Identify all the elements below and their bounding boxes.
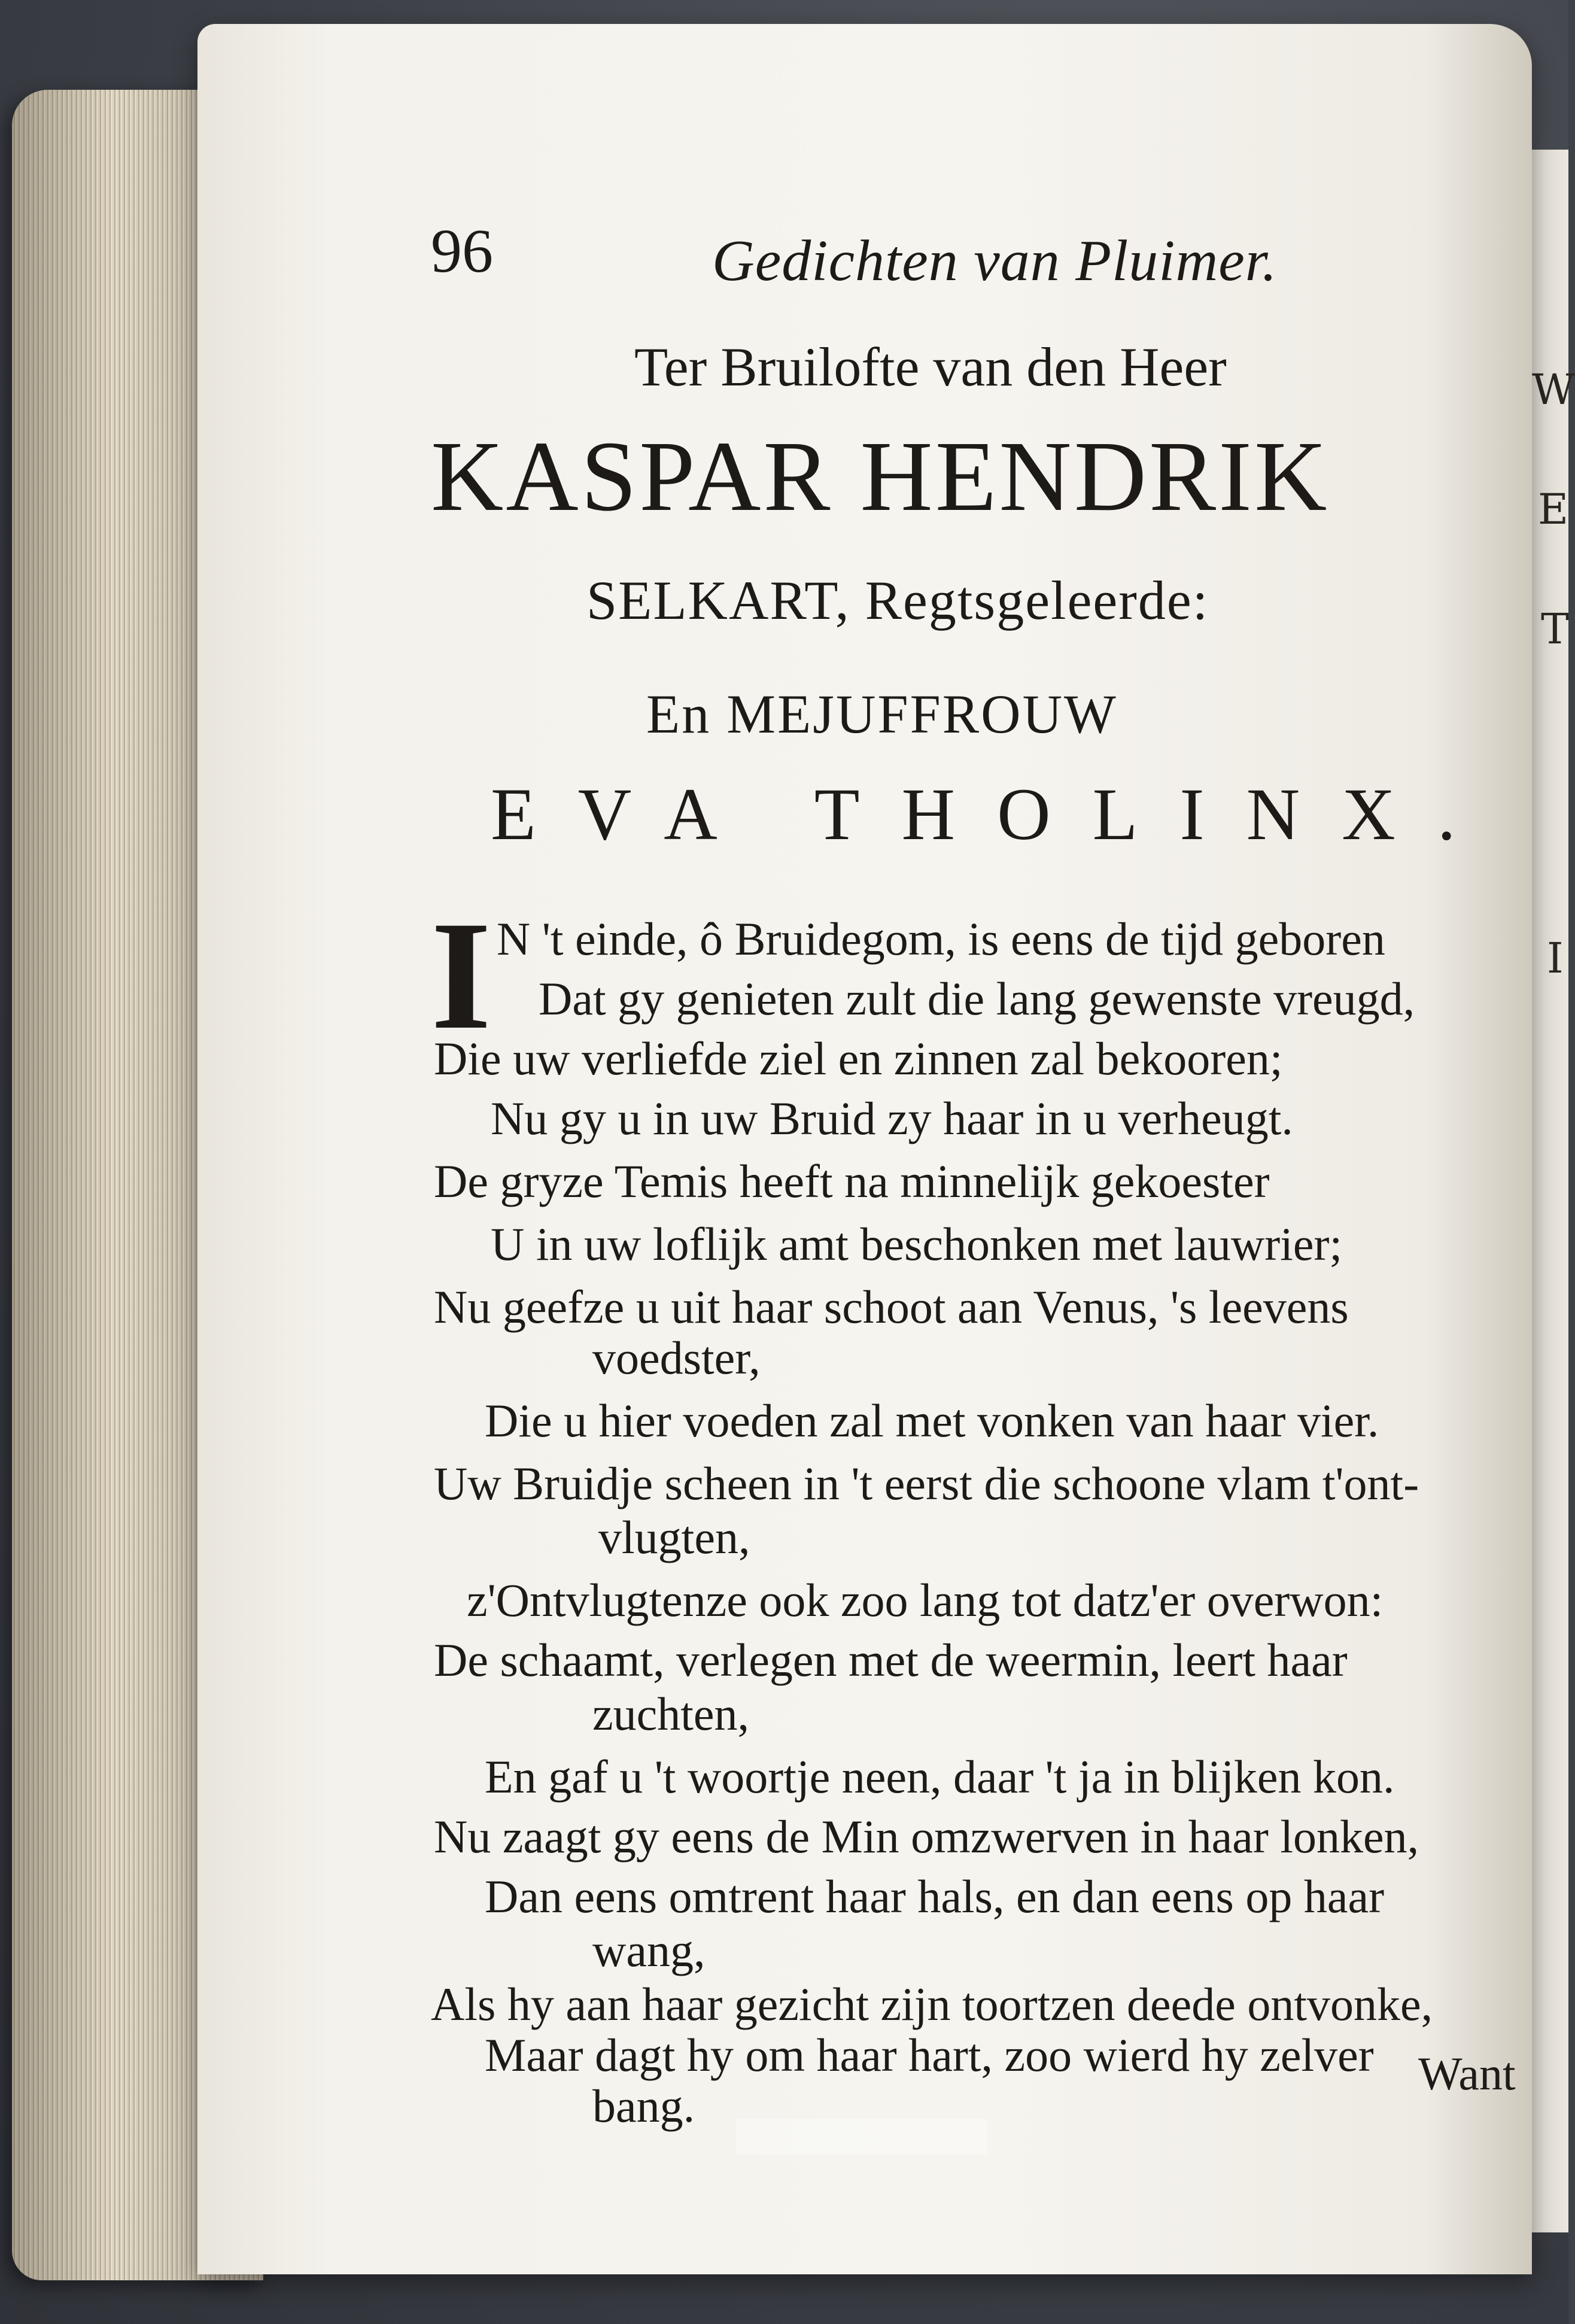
poem-line: zuchten,	[592, 1688, 750, 1740]
poem-line: Die uw verliefde ziel en zinnen zal bekooren;	[434, 1032, 1283, 1084]
page-number: 96	[431, 217, 493, 285]
drop-cap: I	[431, 889, 492, 1062]
running-head: Gedichten van Pluimer.	[712, 229, 1278, 293]
poem-line: Maar dagt hy om haar hart, zoo wierd hy zelver	[485, 2029, 1374, 2081]
poem-line: U in uw loflijk amt beschonken met lauwrier;	[491, 1218, 1343, 1270]
facing-letter: W	[1532, 365, 1575, 414]
title-line-3: SELKART, Regtsgeleerde:	[586, 570, 1209, 631]
poem-line: De schaamt, verlegen met de weermin, leert haar	[434, 1634, 1348, 1686]
poem-line: vlugten,	[598, 1511, 750, 1563]
title-line-1: Ter Bruilofte van den Heer	[634, 336, 1227, 397]
poem-line: N 't einde, ô Bruidegom, is eens de tijd geboren	[497, 913, 1385, 965]
title-line-2: KASPAR HENDRIK	[431, 421, 1330, 532]
poem-line: Nu geefze u uit haar schoot aan Venus, 's leevens	[434, 1281, 1349, 1333]
poem-line: En gaf u 't woortje neen, daar 't ja in blijken kon.	[485, 1751, 1395, 1803]
poem-line: Nu zaagt gy eens de Min omzwerven in haar lonken,	[434, 1810, 1419, 1863]
poem-line: Als hy aan haar gezicht zijn toortzen deede ontvonke,	[431, 1978, 1433, 2030]
title-line-5: EVA THOLINX.	[491, 773, 1498, 855]
poem-line: Nu gy u in uw Bruid zy haar in u verheugt.	[491, 1092, 1293, 1144]
facing-letter: E	[1538, 485, 1569, 534]
poem-line: voedster,	[592, 1332, 761, 1384]
poem-line: Dan eens omtrent haar hals, en dan eens op haar	[485, 1870, 1385, 1922]
title-line-4: En MEJUFFROUW	[646, 683, 1118, 745]
facing-letter: T	[1541, 604, 1569, 654]
poem-line: Die u hier voeden zal met vonken van haar vier.	[485, 1395, 1379, 1447]
poem-line: bang.	[592, 2080, 695, 2132]
poem-line: Uw Bruidje scheen in 't eerst die schoone vlam t'ont-	[434, 1457, 1419, 1509]
catchword: Want	[1418, 2047, 1516, 2100]
poem-line: De gryze Temis heeft na minnelijk gekoester	[434, 1155, 1270, 1207]
poem-line: wang,	[592, 1924, 706, 1976]
poem-line: z'Ontvlugtenze ook zoo lang tot datz'er overwon:	[467, 1574, 1384, 1626]
page-blemish	[736, 2119, 987, 2155]
facing-letter: I	[1547, 934, 1564, 983]
poem-line: Dat gy genieten zult die lang gewenste vreugd,	[539, 973, 1415, 1025]
